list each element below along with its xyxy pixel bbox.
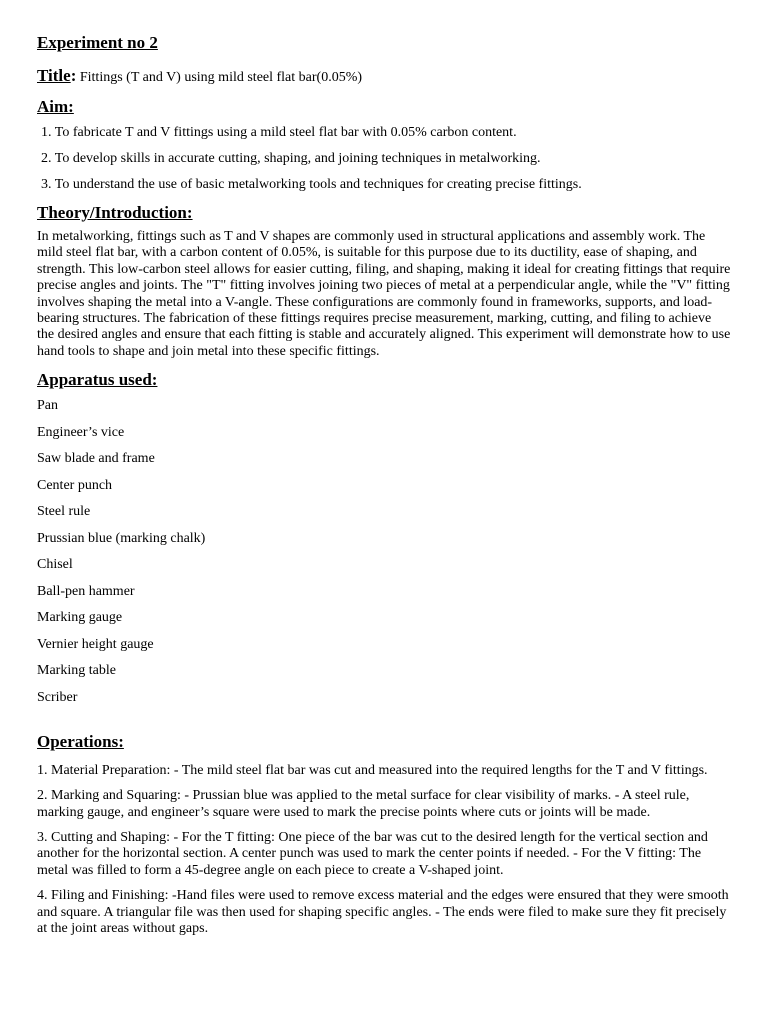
operations-heading: Operations: (37, 731, 124, 751)
list-item: Marking gauge (37, 610, 123, 626)
list-item: 1. To fabricate T and V fittings using a mild steel flat bar with 0.05% carbon content. (41, 125, 517, 140)
operation-step: 4. Filing and Finishing: -Hand files were used to remove excess material and the edges were ensured that they were smooth and square. A triangular file was then used for shaping specific angles. - The ends were filed to make sure they fit precisely at the joint areas without gaps. (37, 888, 729, 936)
list-item: 3. To understand the use of basic metalworking tools and techniques for creating precise fittings. (41, 177, 582, 192)
list-item: Ball-pen hammer (37, 583, 135, 599)
list-item: Engineer’s vice (37, 424, 125, 440)
aim-list (37, 125, 731, 193)
list-item: Marking table (37, 663, 116, 679)
list-item: Center punch (37, 477, 113, 493)
list-item: 2. To develop skills in accurate cutting, shaping, and joining techniques in metalworking. (41, 151, 541, 166)
list-item: Scriber (37, 689, 78, 705)
operation-step: 2. Marking and Squaring: - Prussian blue was applied to the metal surface for clear visibility of marks. - A steel rule, marking gauge, and engineer’s square were used to mark the precise points where cuts or joints will be made. (37, 788, 690, 820)
list-item: Steel rule (37, 504, 91, 520)
operation-step: 1. Material Preparation: - The mild steel flat bar was cut and measured into the required lengths for the T and V fittings. (37, 762, 708, 778)
list-item: Pan (37, 398, 58, 414)
list-item: Chisel (37, 557, 73, 573)
theory-heading: Theory/Introduction: (37, 203, 193, 222)
experiment-heading: Experiment no 2 (37, 33, 158, 52)
list-item: Vernier height gauge (37, 636, 154, 652)
aim-heading: Aim: (37, 97, 74, 116)
apparatus-list (37, 398, 731, 706)
apparatus-heading: Apparatus used: (37, 370, 158, 390)
list-item: Saw blade and frame (37, 451, 155, 467)
title-text: Fittings (T and V) using mild steel flat bar(0.05%) (76, 70, 363, 85)
document-page (37, 33, 731, 937)
title-label: Title (37, 66, 71, 85)
theory-paragraph: In metalworking, fittings such as T and V shapes are commonly used in structural applications and assembly work. The mild steel flat bar, with a carbon content of 0.05%, is suitable for this purpose due to its ductility, ease of shaping, and strength. This low-carbon steel allows for easier cutting, filing, and shaping, making it ideal for creating fittings that require precise angles and joints. The "T" fitting involves joining two pieces of metal at a perpendicular angle, while the "V" fitting involves shaping the metal into a V-angle. These configurations are commonly found in frameworks, supports, and load-bearing structures. The fabrication of these fittings requires precise measurement, marking, cutting, and filing to achieve the desired angles and ensure that each fitting is stable and accurately aligned. This experiment will demonstrate how to use hand tools to shape and join metal into these specific fittings. (37, 229, 731, 359)
list-item: Prussian blue (marking chalk) (37, 530, 206, 546)
operation-step: 3. Cutting and Shaping: - For the T fitting: One piece of the bar was cut to the desired length for the vertical section and another for the horizontal section. A center punch was used to mark the center points if needed. - For the V fitting: The metal was filled to form a 45-degree angle on each piece to create a V-shaped joint. (37, 829, 708, 878)
title-line (37, 66, 731, 88)
title-separator: : (70, 66, 77, 85)
